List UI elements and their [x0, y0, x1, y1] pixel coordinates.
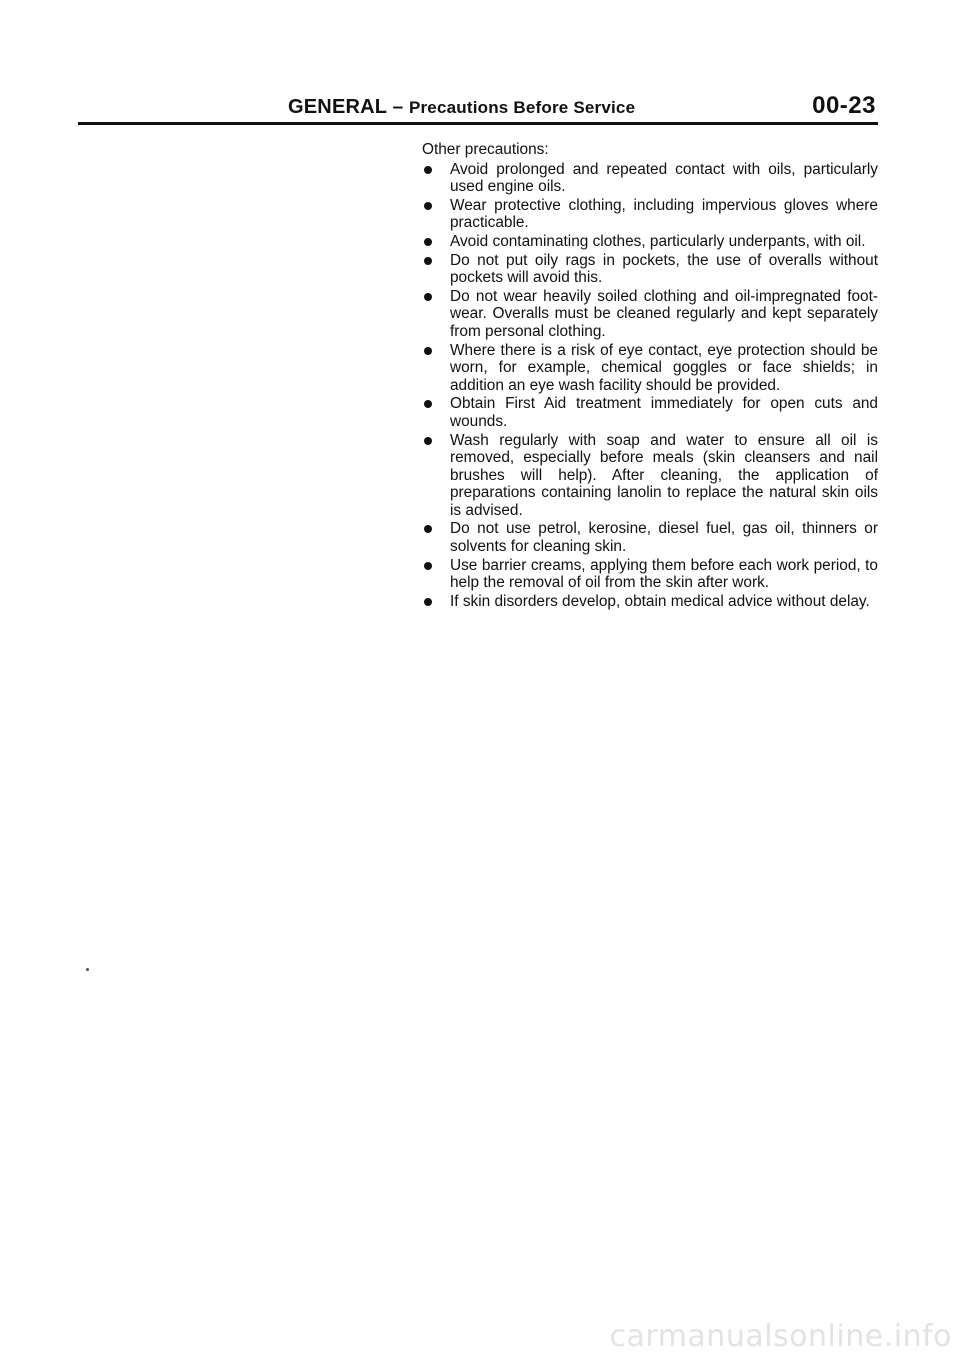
- watermark: carmanualsonline.info: [609, 1319, 952, 1354]
- bullet-icon: [424, 238, 432, 246]
- list-item: [422, 593, 878, 611]
- list-item-text: Avoid contaminating clothes, particularly underpants, with oil.: [450, 232, 866, 250]
- list-item: [422, 520, 878, 555]
- bullet-icon: [424, 166, 432, 174]
- subsection-name: Precautions Before Service: [408, 98, 636, 117]
- precautions-intro: Other precautions:: [422, 141, 549, 158]
- bullet-icon: [424, 598, 432, 606]
- precautions-list: [422, 161, 878, 611]
- bullet-icon: [424, 562, 432, 570]
- list-item-text: Wear protective clothing, including impervious gloves where practicable.: [450, 196, 878, 232]
- list-item-text: If skin disorders develop, obtain medical advice without delay.: [450, 592, 870, 610]
- bullet-icon: [424, 525, 432, 533]
- list-item-text: Where there is a risk of eye contact, eye protection should be worn, for example, chemical goggles or face shields; in addition an eye wash facility should be provided.: [450, 341, 878, 394]
- list-item: [422, 342, 878, 395]
- page-number: 00-23: [812, 92, 876, 119]
- bullet-icon: [424, 202, 432, 210]
- bullet-icon: [424, 347, 432, 355]
- section-title: [288, 96, 635, 119]
- precautions-section: [422, 141, 878, 611]
- bullet-icon: [424, 437, 432, 445]
- list-item: [422, 252, 878, 287]
- title-separator: –: [392, 97, 404, 118]
- list-item-text: Obtain First Aid treatment immediately for open cuts and wounds.: [450, 395, 878, 430]
- page-header: [78, 92, 878, 128]
- list-item: [422, 557, 878, 592]
- scan-speck: [86, 968, 89, 971]
- list-item: [422, 288, 878, 341]
- header-rule: [78, 122, 878, 125]
- list-item-text: Wash regularly with soap and water to ensure all oil is removed, especially before meals (skin cleansers and nail brushes will help). After cleaning, the application of preparations containing lanolin to replace the natural skin oils is advised.: [450, 431, 878, 519]
- bullet-icon: [424, 293, 432, 301]
- list-item: [422, 233, 878, 251]
- bullet-icon: [424, 257, 432, 265]
- list-item: [422, 161, 878, 196]
- list-item-text: Use barrier creams, applying them before each work period, to help the removal of oil from the skin after work.: [450, 556, 878, 592]
- list-item: [422, 432, 878, 520]
- list-item-text: Do not put oily rags in pockets, the use of overalls without pockets will avoid this.: [450, 251, 878, 287]
- list-item-text: Do not use petrol, kerosine, diesel fuel, gas oil, thinners or solvents for cleaning skin.: [450, 520, 878, 556]
- list-item-text: Do not wear heavily soiled clothing and oil-impregnated foot-wear. Overalls must be cleaned regularly and kept separately from personal clothing.: [450, 287, 878, 340]
- section-name: GENERAL: [288, 96, 388, 118]
- list-item: [422, 197, 878, 232]
- list-item: [422, 395, 878, 430]
- list-item-text: Avoid prolonged and repeated contact with oils, particularly used engine oils.: [450, 160, 878, 196]
- bullet-icon: [424, 400, 432, 408]
